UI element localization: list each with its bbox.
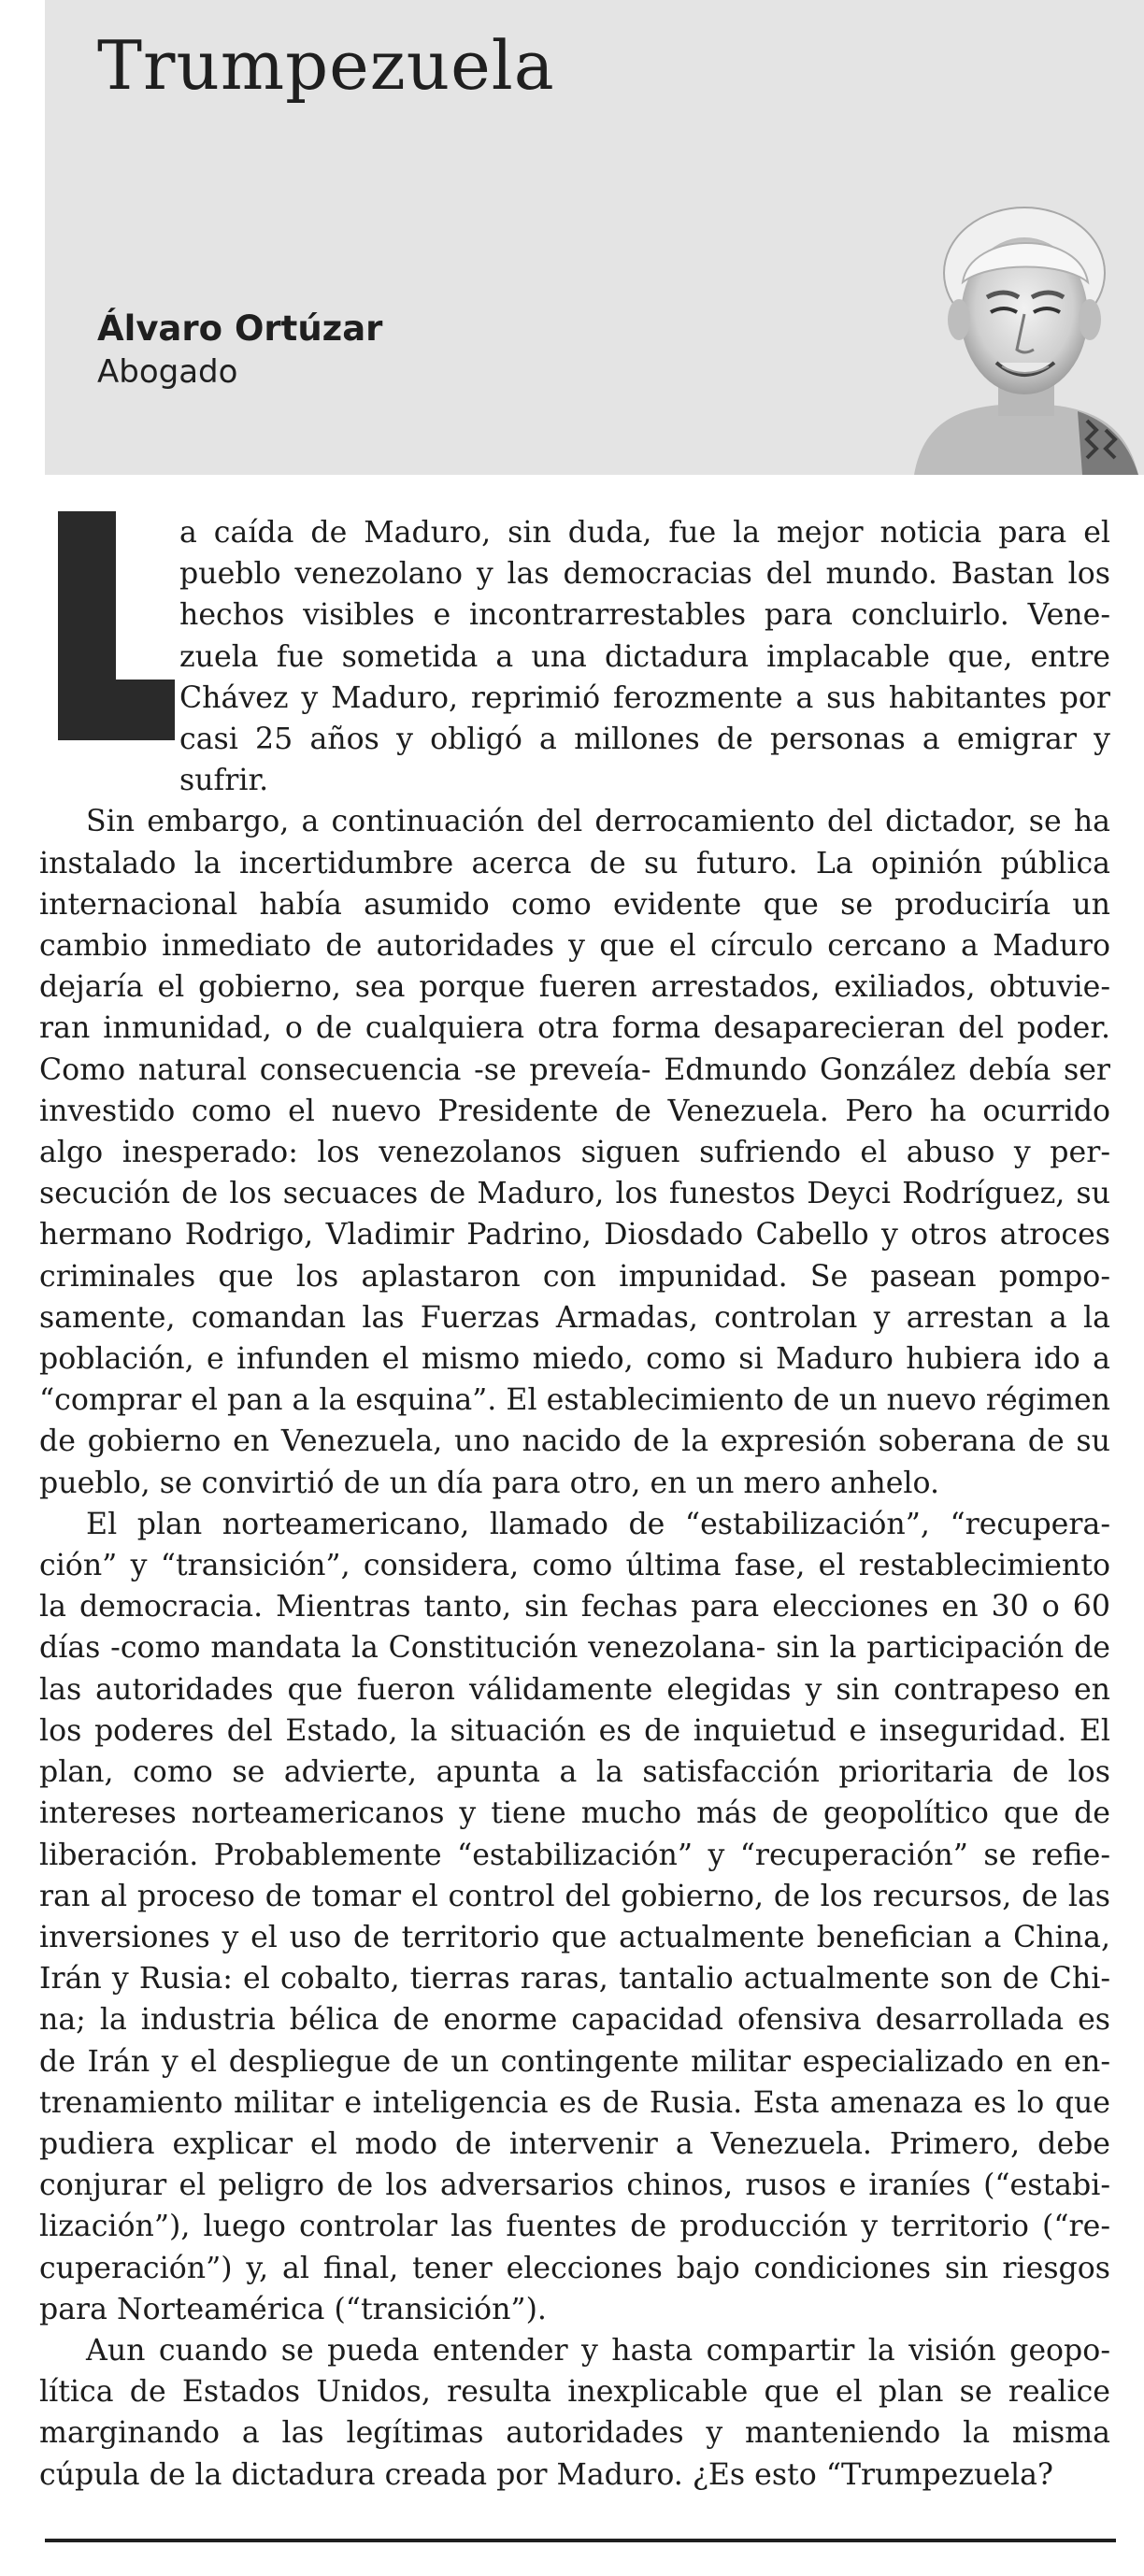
paragraph-4: Aun cuando se pueda entender y hasta compartir la visión geopolítica de Estados Unidos, resulta inexplicable que el plan se realice marginando a las legítimas autoridades y manteniendo la misma cúpula de la dictadura creada por Maduro. ¿Es esto “Trumpezuela?: [39, 2333, 1110, 2492]
article-title: Trumpezuela: [97, 26, 555, 105]
paragraph-2: Sin embargo, a continuación del derrocamiento del dictador, se ha instalado la incertidumbre acerca de su futuro. La opinión pública internacional había asumido como evidente que se produciría un cambio inmediato de autoridades y que el círculo cercano a Maduro dejaría el gobierno, sea porque fueren arrestados, exiliados, obtuvieran inmunidad, o de cualquiera otra forma desaparecieran del poder. Como natural consecuencia -se preveía- Edmundo González debía ser investido como el nuevo Presidente de Venezuela. Pero ha ocurrido algo inesperado: los venezolanos siguen sufriendo el abuso y persecución de los secuaces de Maduro, los funestos Deyci Rodríguez, su hermano Rodrigo, Vladimir Padrino, Diosdado Cabello y otros atroces criminales que los aplastaron con impunidad. Se pasean pomposamente, comandan las Fuerzas Armadas, controlan y arrestan a la población, e infunden el mismo miedo, como si Maduro hubiera ido a “comprar el pan a la esquina”. El establecimiento de un nuevo régimen de gobierno en Venezuela, uno nacido de la expresión soberana de su pueblo, se convirtió de un día para otro, en un mero anhelo.: [39, 805, 1110, 1500]
paragraph-1: [39, 512, 1110, 801]
author-name: Álvaro Ortúzar: [97, 308, 383, 349]
author-role: Abogado: [97, 353, 238, 391]
paragraph-3: El plan norteamericano, llamado de “estabilización”, “recuperación” y “transición”, considera, como última fase, el restablecimiento la democracia. Mientras tanto, sin fechas para elecciones en 30 o 60 días -como mandata la Constitución venezolana- sin la participación de las autoridades que fueron válidamente elegidas y sin contrapeso en los poderes del Estado, la situación es de inquietud e inseguridad. El plan, como se advierte, apunta a la satisfacción prioritaria de los intereses norteamericanos y tiene mucho más de geopolítico que de liberación. Probablemente “estabilización” y “recuperación” se refieran al proceso de tomar el control del gobierno, de los recursos, de las inversiones y el uso de territorio que actualmente benefician a China, Irán y Rusia: el cobalto, tierras raras, tantalio actualmente son de China; la industria bélica de enorme capacidad ofensiva desarrollada es de Irán y el despliegue de un contingente militar especializado en entrenamiento militar e inteligencia es de Rusia. Esta amenaza es lo que pudiera explicar el modo de intervenir a Venezuela. Primero, debe conjurar el peligro de los adversarios chinos, rusos e iraníes (“estabilización”), luego controlar las fuentes de producción y territorio (“recuperación”) y, al final, tener elecciones bajo condiciones sin riesgos para Norteamérica (“transición”).: [39, 1507, 1110, 2326]
article-header: [45, 0, 1144, 475]
dropcap-space: [39, 512, 179, 761]
bottom-rule: [45, 2539, 1116, 2542]
paragraph-1-text: a caída de Maduro, sin duda, fue la mejor noticia para el pueblo venezolano y las democracias del mundo. Bastan los hechos visibles e incontrarrestables para concluirlo. Venezuela fue sometida a una dictadura implacable que, entre Chávez y Maduro, reprimió ferozmente a sus habitantes por casi 25 años y obligó a millones de personas a emigrar y sufrir.: [179, 516, 1110, 798]
author-portrait-icon: [905, 196, 1144, 475]
article-body: [39, 512, 1110, 2496]
